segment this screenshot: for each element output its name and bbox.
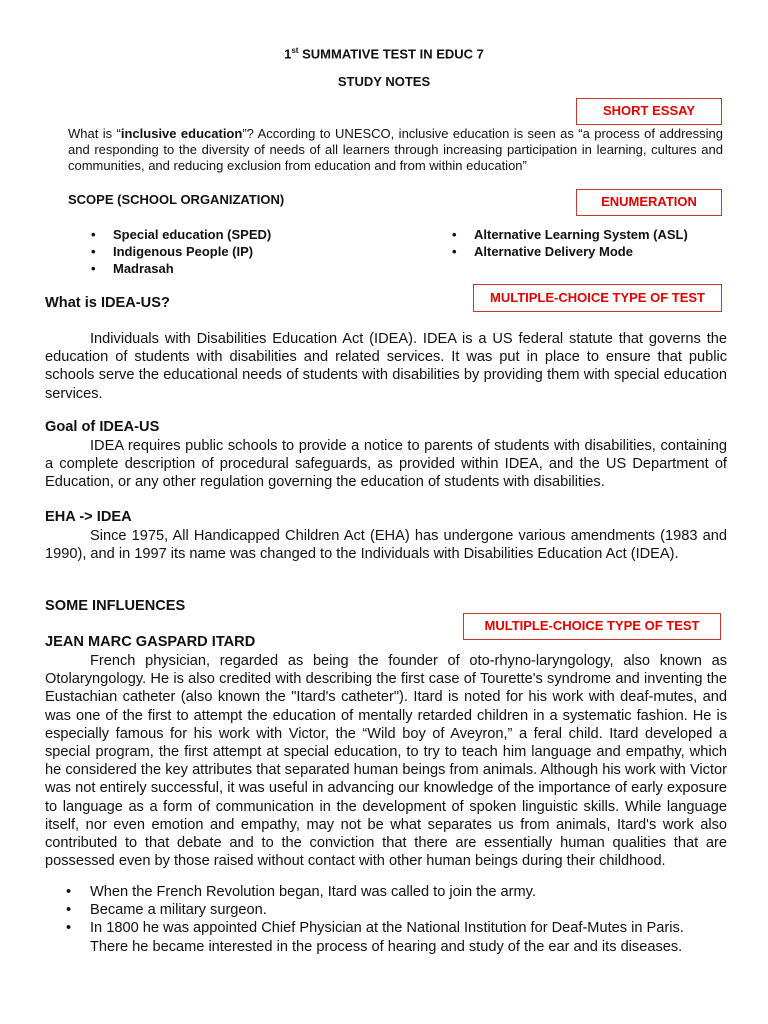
multiple-choice-tag: MULTIPLE-CHOICE TYPE OF TEST (473, 284, 722, 312)
list-item: • Special education (SPED) (91, 227, 272, 242)
inclusive-education-term: inclusive education (120, 126, 243, 141)
influences-heading: SOME INFLUENCES (45, 598, 186, 614)
list-item: • When the French Revolution began, Itard was called to join the army. (66, 884, 536, 900)
bullet-icon: • (66, 902, 72, 919)
bullet-icon: • (452, 227, 457, 242)
itard-bullet-list (66, 883, 725, 956)
bullet-icon: • (91, 244, 96, 259)
bullet-icon: • (66, 920, 72, 937)
itard-heading: JEAN MARC GASPARD ITARD (45, 634, 256, 650)
scope-heading: SCOPE (SCHOOL ORGANIZATION) (68, 192, 285, 207)
bullet-icon: • (66, 884, 72, 900)
bullet-icon: • (91, 261, 96, 276)
eha-paragraph: Since 1975, All Handicapped Children Act (EHA) has undergone various amendments (1983 and 1990), and in 1997 its name was changed to the Individuals with Disabilities Education Act (IDEA). (45, 528, 727, 563)
goal-heading: Goal of IDEA-US (45, 419, 160, 435)
eha-heading: EHA -> IDEA (45, 509, 132, 525)
page-title: 1st SUMMATIVE TEST IN EDUC 7 (284, 46, 484, 62)
multiple-choice-tag: MULTIPLE-CHOICE TYPE OF TEST (463, 613, 721, 640)
list-item: • Alternative Learning System (ASL) (452, 227, 688, 242)
itard-paragraph: French physician, regarded as being the founder of oto-rhyno-laryngology, also known as Otolaryngology. He is also credited with describing the first case of Tourette's syndrome and inventing the Eustachian catheter (also known the "Itard's catheter"). Itard is noted for his work with deaf-mutes, and was one of the first to attempt the education of mentally retarded children in a systematic fashion. He is especially famous for his work with Victor, the “Wild boy of Aveyron,” a feral child. Itard developed a special program, the first attempt at special education, to try to teach him language and empathy, which he considered the key attributes that separated human beings from animals. Although his work with Victor was not entirely successful, it was useful in advancing our knowledge of the importance of early exposure to language as a form of communication in the development of spoken linguistic skills. While language itself, nor even emotion and empathy, may not be what separates us from animals, Itard's work also contributed to that debate and to the conviction that there are essentially human qualities that are possessed even by those raised without contact with other human beings during their childhood. (45, 653, 727, 870)
list-item: • Became a military surgeon. (66, 902, 267, 919)
idea-paragraph: Individuals with Disabilities Education Act (IDEA). IDEA is a US federal statute that governs the education of students with disabilities and related services. It was put in place to ensure that public schools serve the educational needs of students with disabilities by providing them with special education services. (45, 331, 727, 402)
bullet-icon: • (91, 227, 96, 242)
list-item: • Indigenous People (IP) (91, 244, 254, 259)
goal-paragraph: IDEA requires public schools to provide a notice to parents of students with disabilities, containing a complete description of procedural safeguards, as provided within IDEA, and the US Department of Education, or any other regulation governing the education of students with disabilities. (45, 438, 727, 491)
list-item: • Madrasah (91, 261, 174, 276)
list-item: • In 1800 he was appointed Chief Physician at the National Institution for Deaf-Mutes in Paris. There he became interested in the process of hearing and study of the ear and its diseases. (66, 920, 684, 955)
list-item: • Alternative Delivery Mode (452, 244, 633, 259)
idea-heading: What is IDEA-US? (45, 295, 170, 311)
page-subtitle: STUDY NOTES (337, 74, 431, 89)
short-essay-tag: SHORT ESSAY (576, 98, 722, 125)
bullet-icon: • (452, 244, 457, 259)
enumeration-tag: ENUMERATION (576, 189, 722, 216)
inclusive-education-paragraph: What is “inclusive education”? According to UNESCO, inclusive education is seen as “a process of addressing and responding to the diversity of needs of all learners through increasing participation in learning, cultures and communities, and reducing exclusion from education and from within education” (68, 126, 723, 173)
